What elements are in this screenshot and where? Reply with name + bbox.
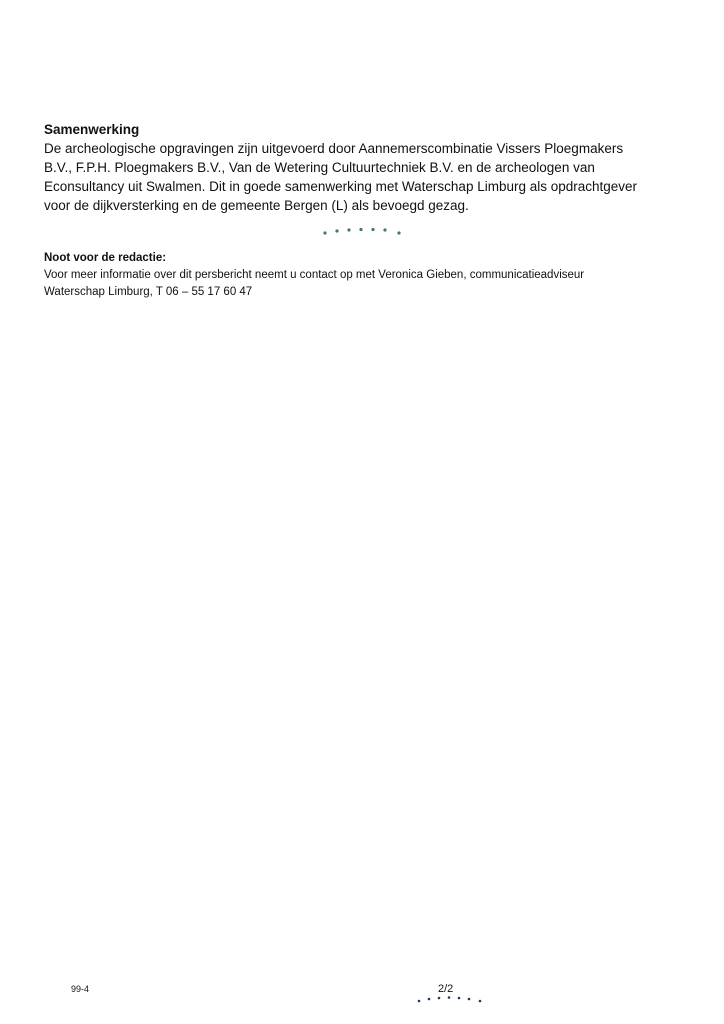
divider-dot [397, 231, 400, 234]
editorial-note [44, 250, 684, 301]
footer-dot [468, 998, 471, 1001]
divider-dot [323, 231, 326, 234]
divider-dot [347, 228, 350, 231]
footer-dot [479, 1000, 482, 1003]
footer-dot [438, 997, 441, 1000]
footer-dot [458, 997, 461, 1000]
samenwerking-section [44, 120, 684, 215]
footer-code: 99-4 [71, 984, 90, 994]
divider-dot [335, 229, 338, 232]
footer-dot [448, 996, 451, 999]
footer-dot [428, 998, 431, 1001]
divider-dots [322, 226, 404, 236]
section-paragraph: De archeologische opgravingen zijn uitgevoerd door Aannemerscombinatie Vissers Ploegmakers B.V., F.P.H. Ploegmakers B.V., Van de Wetering Cultuurtechniek B.V. en de archeologen van Econsultancy uit Swalmen. Dit in goede samenwerking met Waterschap Limburg als opdrachtgever voor de dijkversterking en de gemeente Bergen (L) als bevoegd gezag. [44, 141, 638, 213]
divider-dot [383, 228, 386, 231]
divider-dot [371, 228, 374, 231]
section-heading: Samenwerking [44, 122, 140, 137]
divider-dot [359, 228, 362, 231]
footer-dot [418, 1000, 421, 1003]
page-number: 2/2 [438, 983, 454, 995]
note-title: Noot voor de redactie: [44, 252, 167, 264]
note-text: Voor meer informatie over dit persbericht neemt u contact op met Veronica Gieben, communicatieadviseur Waterschap Limburg, T 06 – 55 17 60 47 [44, 269, 585, 298]
footer-dots [416, 994, 484, 1004]
